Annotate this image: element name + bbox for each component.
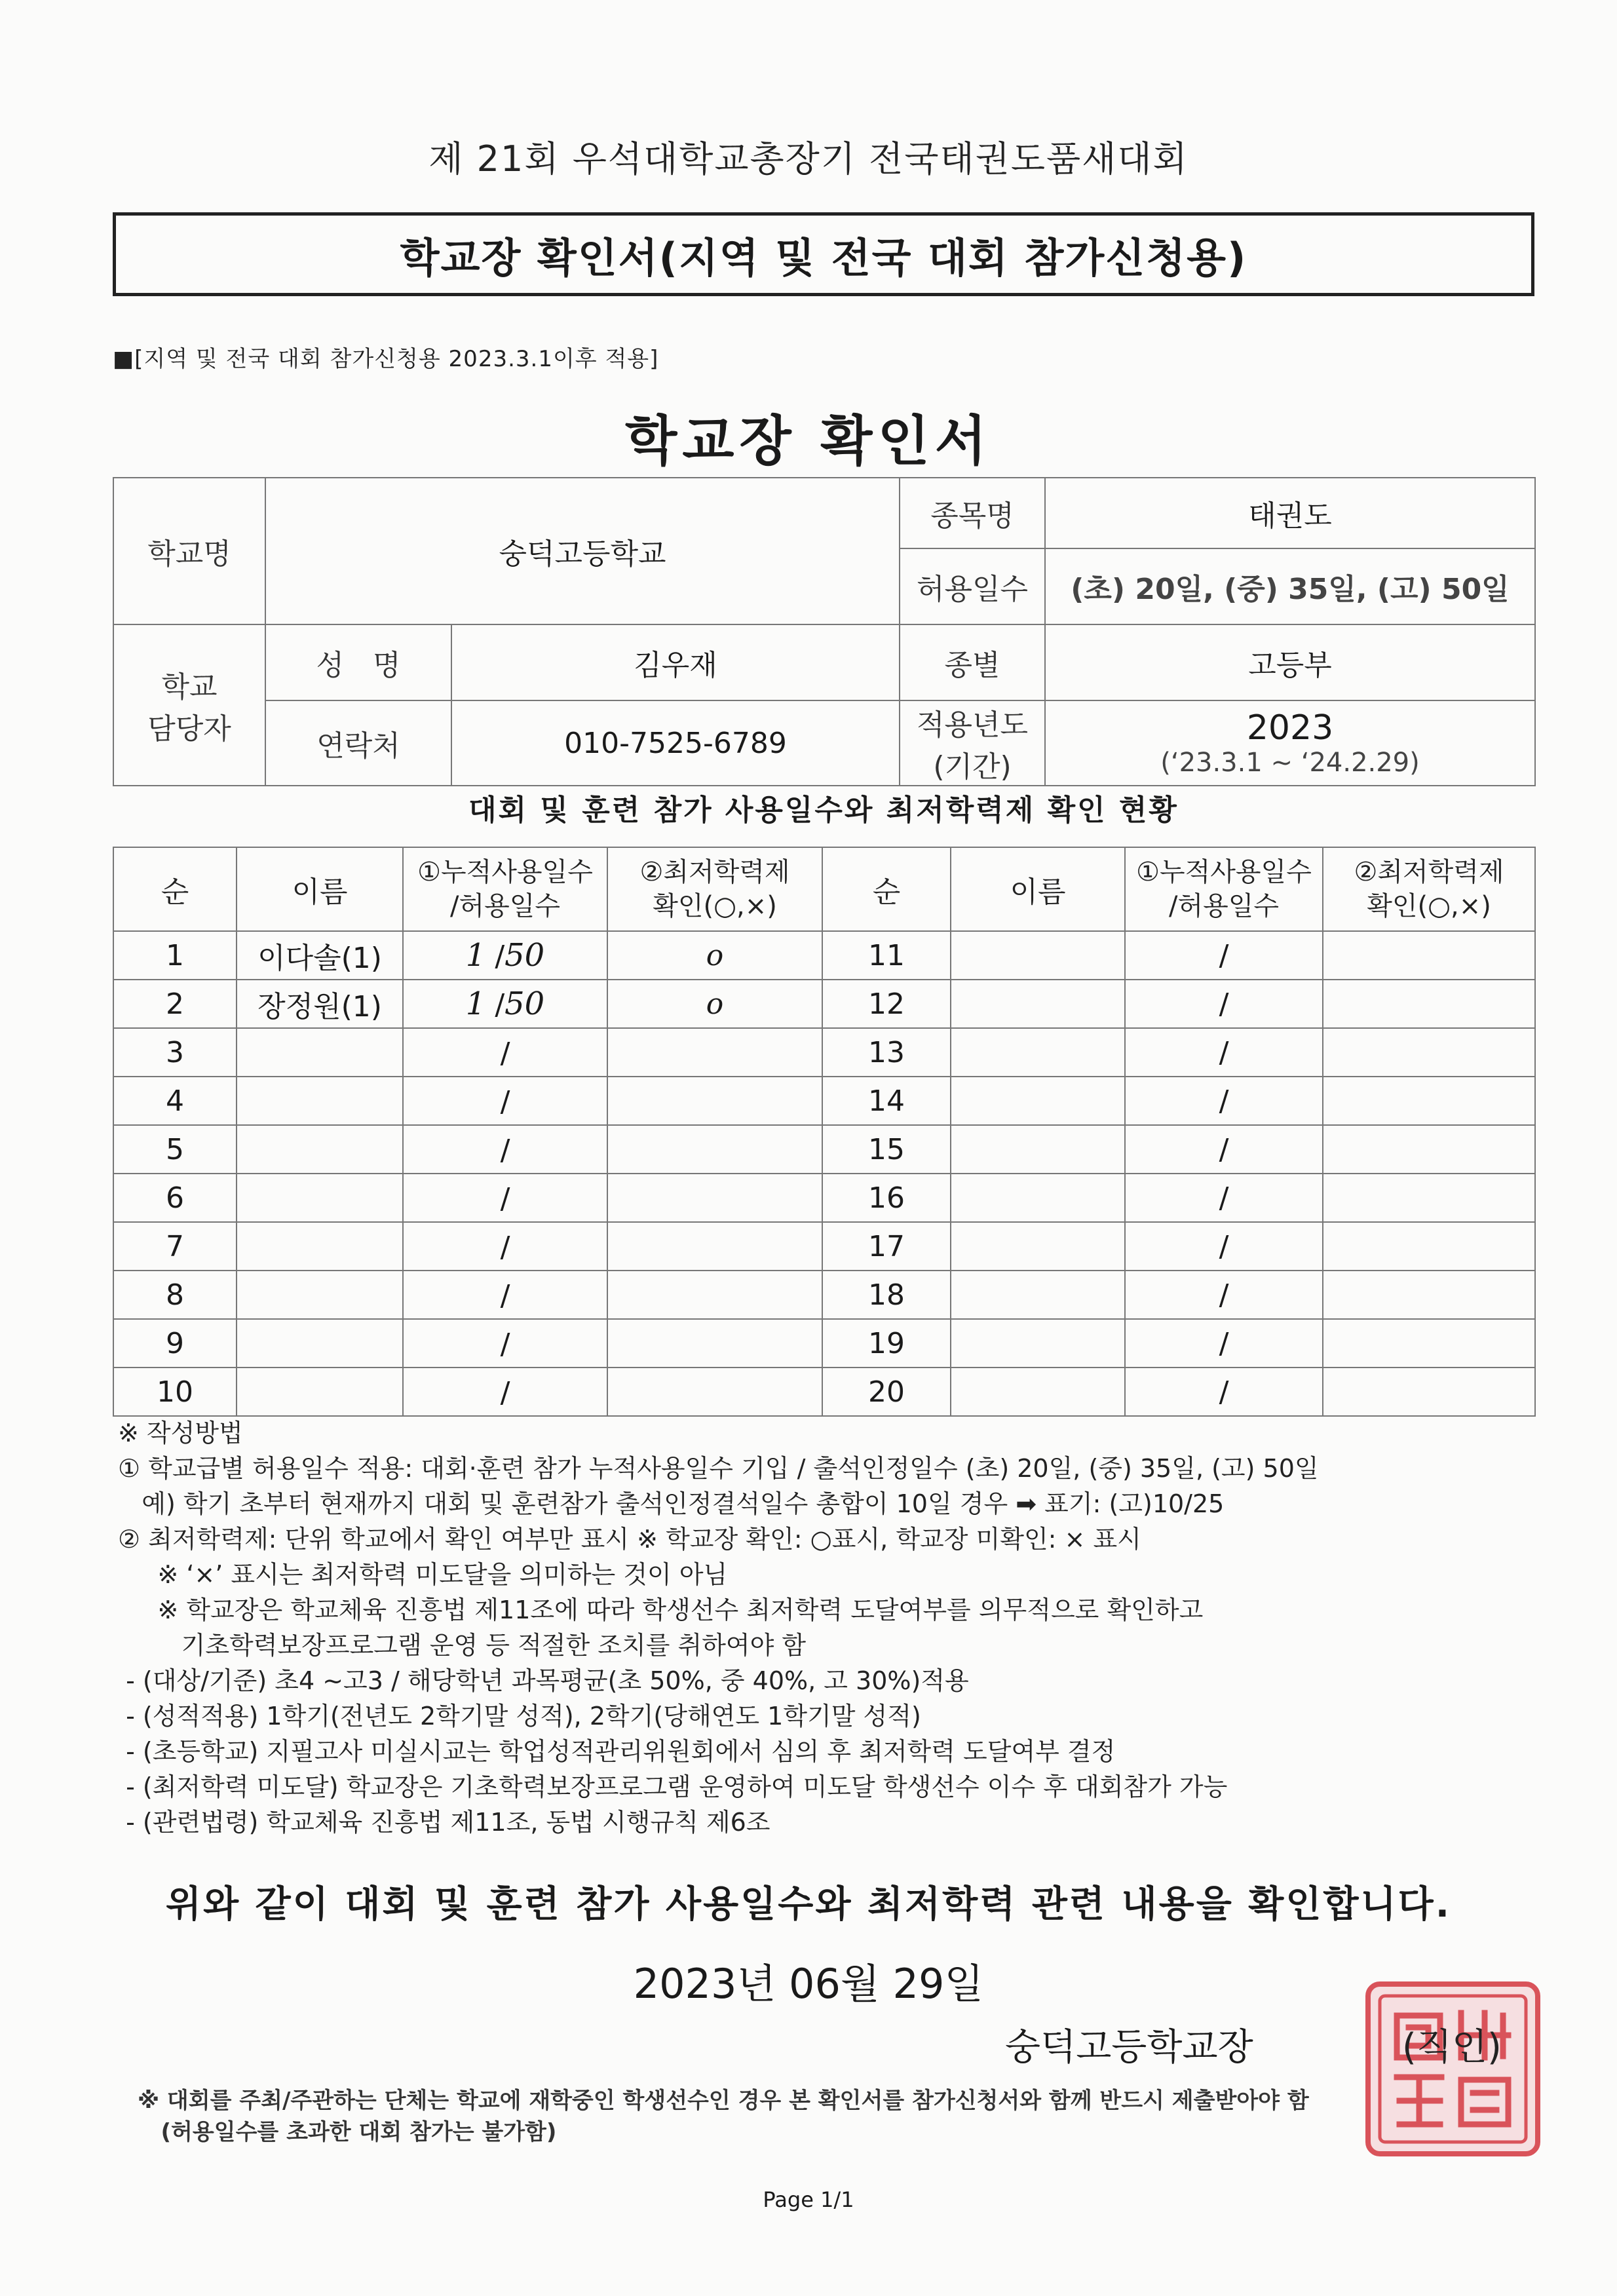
col-name-left: 이름 [237, 847, 403, 931]
apply-note: ■[지역 및 전국 대회 참가신청용 2023.3.1이후 적용] [113, 346, 659, 372]
athlete-name [237, 1028, 403, 1077]
row-number: 10 [113, 1368, 237, 1416]
min-academic-check [1323, 1077, 1535, 1125]
min-academic-check [607, 1368, 822, 1416]
year-value: 2023 [1246, 708, 1334, 748]
athlete-name [237, 1077, 403, 1125]
days-separator: / [500, 1231, 510, 1264]
competition-title: 제 21회 우석대학교총장기 전국태권도품새대회 [428, 138, 1189, 180]
row-number: 9 [113, 1319, 237, 1368]
col-days-right-line1: ①누적사용일수 [1136, 857, 1312, 887]
days-separator: / [1219, 1229, 1229, 1263]
division-value: 고등부 [1045, 624, 1535, 700]
table-row [113, 1028, 1535, 1077]
footnote-line2: (허용일수를 초과한 대회 참가는 불가함) [138, 2119, 557, 2145]
min-academic-check: o [607, 980, 822, 1028]
days-separator: / [500, 1085, 510, 1119]
days-used-cell [1125, 980, 1323, 1028]
manager-label-line1: 학교 [161, 670, 218, 704]
athlete-name [237, 1368, 403, 1416]
school-label: 학교명 [113, 478, 265, 624]
athlete-name [951, 1222, 1125, 1271]
days-separator: / [500, 1376, 510, 1409]
col-min-right-line1: ②최저학력제 [1354, 857, 1504, 887]
athlete-name [237, 1222, 403, 1271]
days-allowed: 50 [504, 985, 545, 1022]
row-number: 5 [113, 1125, 237, 1174]
instruction-line: 기초학력보장프로그램 운영 등 적절한 조치를 취하여야 함 [118, 1631, 807, 1660]
instruction-line: ※ ‘×’ 표시는 최저학력 미도달을 의미하는 것이 아님 [118, 1560, 728, 1589]
days-used-cell [403, 1368, 607, 1416]
year-cell [1045, 700, 1535, 786]
days-used-cell [403, 980, 607, 1028]
sport-value: 태권도 [1045, 478, 1535, 548]
days-used-cell [403, 1319, 607, 1368]
row-number: 11 [822, 931, 951, 980]
min-academic-check [607, 1028, 822, 1077]
athlete-name: 장정원(1) [237, 980, 403, 1028]
row-number: 14 [822, 1077, 951, 1125]
table-row [113, 1368, 1535, 1416]
row-number: 16 [822, 1174, 951, 1222]
row-number: 19 [822, 1319, 951, 1368]
min-academic-check [1323, 1174, 1535, 1222]
days-used-cell [403, 1028, 607, 1077]
min-academic-check [1323, 1368, 1535, 1416]
col-days-left-line1: ①누적사용일수 [417, 857, 593, 887]
days-used-cell [403, 1271, 607, 1319]
instruction-line: - (초등학교) 지필고사 미실시교는 학업성적관리위원회에서 심의 후 최저학력 도달여부 결정 [118, 1737, 1116, 1766]
days-used-cell [403, 931, 607, 980]
days-used-cell [403, 1222, 607, 1271]
row-number: 18 [822, 1271, 951, 1319]
instruction-line: - (대상/기준) 초4 ~고3 / 해당학년 과목평균(초 50%, 중 40%, 고 30%)적용 [118, 1666, 969, 1695]
days-separator: / [500, 1182, 510, 1215]
min-academic-check [607, 1077, 822, 1125]
col-no-left: 순 [113, 847, 237, 931]
table-row [113, 1222, 1535, 1271]
main-title: 학교장 확인서 [625, 410, 992, 472]
row-number: 7 [113, 1222, 237, 1271]
seal-label: (직인) [1402, 2026, 1502, 2069]
instruction-line: ② 최저학력제: 단위 학교에서 확인 여부만 표시 ※ 학교장 확인: ○표시, 학교장 미확인: × 표시 [118, 1525, 1141, 1554]
days-used-cell [1125, 931, 1323, 980]
min-academic-check [1323, 931, 1535, 980]
col-days-left-line2: /허용일수 [449, 891, 561, 921]
days-used-cell [1125, 1368, 1323, 1416]
principal-name: 숭덕고등학교장 [1005, 2026, 1253, 2069]
days-used-cell [403, 1077, 607, 1125]
col-no-right: 순 [822, 847, 951, 931]
min-academic-check [1323, 1271, 1535, 1319]
athlete-name [951, 931, 1125, 980]
instructions [118, 1415, 1540, 1840]
instruction-line: 예) 학기 초부터 현재까지 대회 및 훈련참가 출석인정결석일수 총합이 10일 경우 ➡ 표기: (고)10/25 [118, 1489, 1225, 1518]
allowed-days-label: 허용일수 [900, 548, 1045, 624]
table-row [113, 1125, 1535, 1174]
athlete-name [237, 1125, 403, 1174]
table-row [113, 1077, 1535, 1125]
col-days-right-line2: /허용일수 [1168, 891, 1280, 921]
athlete-name [951, 1368, 1125, 1416]
min-academic-check [607, 1222, 822, 1271]
athlete-name [237, 1174, 403, 1222]
table-row [113, 1271, 1535, 1319]
min-academic-check [1323, 1125, 1535, 1174]
athlete-name [951, 1319, 1125, 1368]
days-used-cell [1125, 1319, 1323, 1368]
col-min-left-line1: ②최저학력제 [639, 857, 790, 887]
contact-value: 010-7525-6789 [451, 700, 900, 786]
days-used-cell [1125, 1125, 1323, 1174]
min-academic-check [1323, 980, 1535, 1028]
period-value: (‘23.3.1 ~ ‘24.2.29) [1160, 748, 1420, 778]
days-used: 1 [465, 985, 486, 1022]
row-number: 15 [822, 1125, 951, 1174]
min-academic-check [607, 1174, 822, 1222]
sport-label: 종목명 [900, 478, 1045, 548]
days-separator: / [1219, 1375, 1229, 1409]
row-number: 3 [113, 1028, 237, 1077]
year-label [900, 700, 1045, 786]
footnote [138, 2085, 1540, 2148]
days-separator: / [495, 940, 505, 973]
days-allowed: 50 [504, 937, 545, 974]
instruction-line: ※ 작성방법 [118, 1419, 243, 1447]
col-min-left [607, 847, 822, 931]
min-academic-check [607, 1319, 822, 1368]
athlete-name [951, 1077, 1125, 1125]
instruction-line: ※ 학교장은 학교체육 진흥법 제11조에 따라 학생선수 최저학력 도달여부를 의무적으로 확인하고 [118, 1596, 1204, 1624]
days-separator: / [500, 1279, 510, 1312]
days-used-cell [1125, 1174, 1323, 1222]
table-row [113, 931, 1535, 980]
athlete-name [951, 1028, 1125, 1077]
days-separator: / [1219, 1035, 1229, 1069]
instruction-line: ① 학교급별 허용일수 적용: 대회·훈련 참가 누적사용일수 기입 / 출석인정일수 (초) 20일, (중) 35일, (고) 50일 [118, 1454, 1319, 1483]
row-number: 8 [113, 1271, 237, 1319]
min-academic-check [1323, 1319, 1535, 1368]
days-separator: / [500, 1328, 510, 1361]
min-academic-check [1323, 1222, 1535, 1271]
days-used-cell [1125, 1222, 1323, 1271]
days-used: 1 [465, 937, 486, 974]
row-number: 2 [113, 980, 237, 1028]
col-min-right [1323, 847, 1535, 931]
table-row [113, 1174, 1535, 1222]
manager-label-line2: 담당자 [147, 712, 231, 746]
col-min-left-line2: 확인(○,×) [653, 891, 777, 921]
days-used-cell [403, 1174, 607, 1222]
division-label: 종별 [900, 624, 1045, 700]
confirmation-date: 2023년 06월 29일 [633, 1960, 984, 2008]
col-name-right: 이름 [951, 847, 1125, 931]
manager-name: 김우재 [451, 624, 900, 700]
row-number: 6 [113, 1174, 237, 1222]
athlete-name: 이다솔(1) [237, 931, 403, 980]
min-academic-check: o [607, 931, 822, 980]
boxed-title-text: 학교장 확인서(지역 및 전국 대회 참가신청용) [400, 233, 1247, 282]
row-number: 1 [113, 931, 237, 980]
min-academic-check [607, 1125, 822, 1174]
row-number: 13 [822, 1028, 951, 1077]
row-number: 17 [822, 1222, 951, 1271]
athlete-name [237, 1271, 403, 1319]
days-separator: / [1219, 938, 1229, 972]
col-min-right-line2: 확인(○,×) [1367, 891, 1491, 921]
days-used-cell [403, 1125, 607, 1174]
days-separator: / [1219, 1326, 1229, 1360]
instruction-line: - (성적적용) 1학기(전년도 2학기말 성적), 2학기(당해연도 1학기말 성적) [118, 1702, 921, 1731]
min-academic-check [1323, 1028, 1535, 1077]
days-separator: / [495, 988, 505, 1022]
row-number: 4 [113, 1077, 237, 1125]
name-label: 성 명 [265, 624, 451, 700]
page-number: Page 1/1 [763, 2187, 854, 2212]
instruction-line: - (관련법령) 학교체육 진흥법 제11조, 동법 시행규칙 제6조 [118, 1808, 770, 1837]
table-row [113, 1319, 1535, 1368]
days-separator: / [1219, 987, 1229, 1021]
status-table [113, 847, 1536, 1417]
manager-label [113, 624, 265, 786]
athlete-name [951, 1271, 1125, 1319]
row-number: 12 [822, 980, 951, 1028]
confirmation-text: 위와 같이 대회 및 훈련 참가 사용일수와 최저학력 관련 내용을 확인합니다. [165, 1883, 1452, 1926]
days-separator: / [1219, 1181, 1229, 1215]
days-separator: / [500, 1134, 510, 1167]
school-name: 숭덕고등학교 [265, 478, 900, 624]
info-table [113, 477, 1536, 786]
allowed-days-value: (초) 20일, (중) 35일, (고) 50일 [1045, 548, 1535, 624]
year-label-line1: 적용년도 [916, 708, 1028, 742]
days-separator: / [1219, 1132, 1229, 1166]
col-days-right [1125, 847, 1323, 931]
col-days-left [403, 847, 607, 931]
table-row [113, 980, 1535, 1028]
athlete-name [237, 1319, 403, 1368]
days-separator: / [1219, 1278, 1229, 1312]
boxed-title [113, 212, 1534, 296]
footnote-line1: ※ 대회를 주최/주관하는 단체는 학교에 재학중인 학생선수인 경우 본 확인서를 참가신청서와 함께 반드시 제출받아야 함 [138, 2088, 1309, 2114]
year-label-line2: (기간) [933, 750, 1012, 784]
days-used-cell [1125, 1028, 1323, 1077]
contact-label: 연락처 [265, 700, 451, 786]
athlete-name [951, 980, 1125, 1028]
min-academic-check [607, 1271, 822, 1319]
instruction-line: - (최저학력 미도달) 학교장은 기초학력보장프로그램 운영하여 미도달 학생선수 이수 후 대회참가 가능 [118, 1772, 1228, 1801]
row-number: 20 [822, 1368, 951, 1416]
athlete-name [951, 1125, 1125, 1174]
days-separator: / [500, 1037, 510, 1070]
athlete-name [951, 1174, 1125, 1222]
status-heading: 대회 및 훈련 참가 사용일수와 최저학력제 확인 현황 [468, 794, 1179, 827]
days-separator: / [1219, 1084, 1229, 1118]
days-used-cell [1125, 1271, 1323, 1319]
days-used-cell [1125, 1077, 1323, 1125]
